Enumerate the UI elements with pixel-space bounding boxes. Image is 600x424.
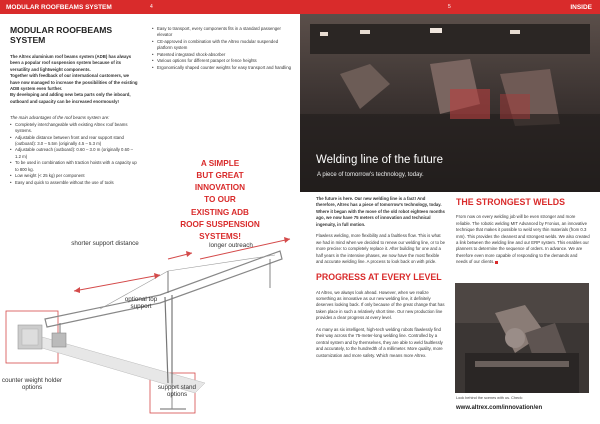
strongest-welds-heading: THE STRONGEST WELDS (456, 197, 565, 207)
roof-beam (45, 251, 282, 327)
left-column-2 (152, 26, 292, 71)
list-item: • Adjustable outreach (outboard): 0.60 – 3.0 m (originally 0.60 – 1.2 m) (10, 147, 138, 160)
list-item: • CE-approved in combination with the Altrex modular suspended platform system (152, 39, 292, 52)
quote-line: BUT GREAT (196, 171, 244, 181)
photo-caption: Look behind the scenes with us. Check: (456, 396, 523, 400)
front-stand (165, 297, 168, 383)
right-column-1 (316, 196, 446, 359)
list-item: • Patented integrated shock-absorber (152, 52, 292, 58)
quote-line: EXISTING ADB (191, 207, 249, 217)
section-title: MODULAR ROOFBEAMS SYSTEM (10, 25, 113, 45)
photo-title: Welding line of the future (316, 154, 444, 166)
innovation-link[interactable]: www.altrex.com/innovation/en (456, 405, 543, 411)
callout-longer-outreach: longer outreach (209, 242, 253, 249)
page-number-right: 5 (448, 4, 451, 10)
left-column-1 (10, 26, 138, 186)
callout-optional-top-support: optional top support (124, 296, 158, 310)
right-column-2 (456, 196, 590, 266)
welding-robot-photo (455, 283, 589, 393)
end-mark-icon (495, 261, 498, 264)
quote-line: A SIMPLE (200, 159, 240, 168)
header-right-title: INSIDE (570, 3, 592, 11)
intro-paragraph: The Altrex aluminium roof beams system (ADB) has always been a popular roof suspension system because of its versatility and lightweight components. (10, 53, 132, 72)
list-item: • Ergonomically shaped counter weights for easy transport and handling (152, 65, 292, 71)
page-number-left: 4 (150, 4, 153, 10)
intro-text (10, 54, 138, 106)
quote-line: INNOVATION (194, 183, 246, 193)
list-item: • Easy to transport, every components fits in a standard passenger elevator (152, 26, 292, 39)
photo-subtitle: A piece of tomorrow's technology, today. (317, 172, 424, 178)
features-list (152, 26, 292, 71)
callout-shorter-support: shorter support distance (71, 240, 139, 247)
progress-paragraph: At Altrex, we always look ahead. However, when we realize something as innovative as our new welding line, it definitely deserves looking back. If only because of the great change that has taken place in such a relatively short time. Our new production line provides a clear progress at every level. (316, 289, 445, 321)
header-left-title: MODULAR ROOFBEAMS SYSTEM (6, 3, 112, 11)
roofbeam-diagram (0, 233, 300, 424)
progress-heading: PROGRESS AT EVERY LEVEL (316, 272, 442, 283)
list-item: • Low weight (< 25 kg) per component (10, 173, 138, 179)
list-item: • Completely interchangeable with existing Altrex roof beams systems. (10, 122, 138, 135)
list-item: • Easy and quick to assemble without the use of tools (10, 180, 138, 186)
progress-paragraph: As many as six intelligent, high-tech welding robots flawlessly find their way across the 75-meter-long welding line. Controlled by a central system and by themselves, they are able to weld faultlessly and accurately, to the hundredth of a millimeter. More quality, more customization and more safety. Which means more Altrex. (316, 326, 443, 358)
robot-photo (455, 283, 589, 393)
quote-line: SYSTEMS! (199, 231, 241, 241)
advantages-intro: The main advantages of the roof beams system are: (10, 115, 110, 121)
welding-line-photo (300, 14, 600, 192)
quote-line: TO OUR (204, 195, 236, 205)
intro-paragraph: By developing and adding new beta parts only the inboard, outboard and capacity can be increased enormously! (10, 92, 131, 104)
list-item: • To be used in combination with traction hoists with a capacity up to 800 kg. (10, 160, 138, 173)
article-intro: The future is here. Our new welding line is a fact! And therefore, Altrex has a piece of tomorrow's technology, today. Where it began with the move of the old robot eighteen months ago, we now have 75 meters of innovation and technical ingenuity, in full motion. (316, 196, 445, 227)
advantages-list (10, 122, 138, 186)
pull-quote (145, 158, 295, 243)
list-item: • Adjustable distance between front and rear support stand (outboard): 3.0 – 5.5m (originally 4.5 – 5.3 m) (10, 135, 138, 148)
quote-line: ROOF SUSPENSION (180, 219, 260, 229)
intro-paragraph: Together with feedback of our international customers, we have now managed to increase the possibilities of the existing ADB system even further. (10, 73, 138, 91)
list-item: • Various options for different parapet or fence heights (152, 58, 292, 64)
callout-support-stand: support stand options (157, 384, 197, 398)
article-paragraph: Flawless welding, more flexibility and a faultless flow. This is what we had in mind when we decided to renew our welding line, or to be more precise: to completely replace it. After building for one and a half years in the intensive phases, we now have the most flexible and accurate welding line. A process to look back on with pride. (316, 233, 445, 264)
strongest-paragraph: From now on every welding job will be even stronger and more reliable. The robotic welding MIT Advanced by Fronius, an innovative technique that makes it possible to weld very thin materials (from 0.3 mm). This provides the cleanest and strongest welds. We also created a link between the welding line and our ERP system. This enables our planners to determine the sequence of orders. In advance. We are therefore even more capable of responding to the demands and needs of our clients. (456, 214, 590, 265)
callout-counter-weight: counter weight holder options (1, 377, 63, 391)
counter-weight (52, 333, 66, 347)
